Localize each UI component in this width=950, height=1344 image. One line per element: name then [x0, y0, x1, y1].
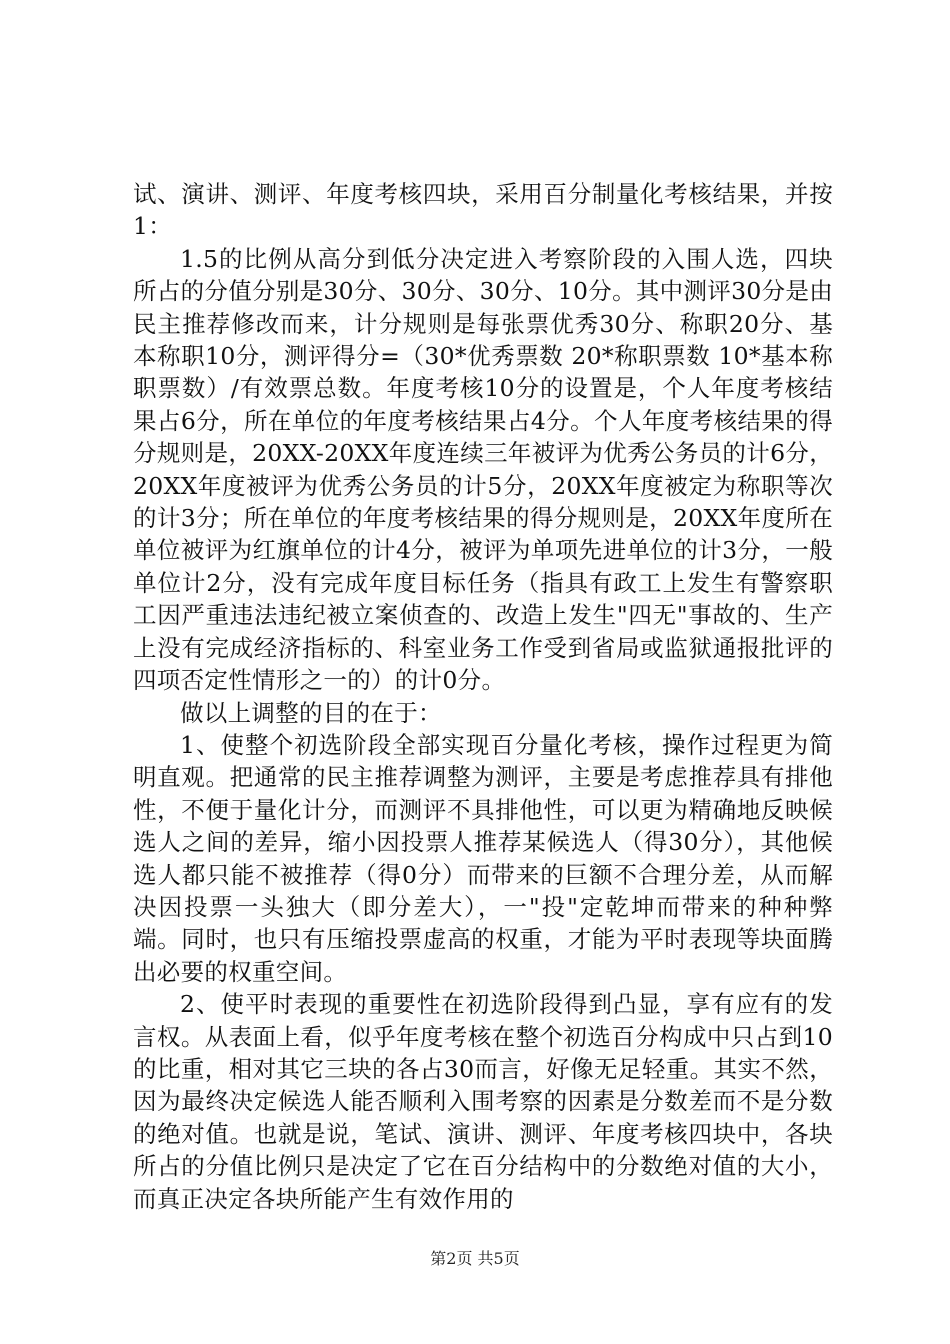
page-footer: 第2页 共5页	[430, 1249, 520, 1268]
paragraph-3: 做以上调整的目的在于：	[180, 698, 442, 727]
paragraph-1: 试、演讲、测评、年度考核四块，采用百分制量化考核结果，并按1：	[133, 180, 833, 241]
document-body	[133, 178, 833, 1215]
paragraph-5: 2、使平时表现的重要性在初选阶段得到凸显，享有应有的发言权。从表面上看，似乎年度考核在整个初选百分构成中只占到10的比重，相对其它三块的各占30而言，好像无足轻重。其实不然，因为最终决定候选人能否顺利入围考察的因素是分数差而不是分数的绝对值。也就是说，笔试、演讲、测评、年度考核四块中，各块所占的分值比例只是决定了它在百分结构中的分数绝对值的大小，而真正决定各块所能产生有效作用的	[133, 990, 833, 1213]
paragraph-2: 1.5的比例从高分到低分决定进入考察阶段的入围人选，四块所占的分值分别是30分、30分、30分、10分。其中测评30分是由民主推荐修改而来，计分规则是每张票优秀30分、称职20分、基本称职10分，测评得分=（30*优秀票数 20*称职票数 10*基本称职票数）/有效票总数。年度考核10分的设置是，个人年度考核结果占6分，所在单位的年度考核结果占4分。个人年度考核结果的得分规则是，20XX-20XX年度连续三年被评为优秀公务员的计6分，20XX年度被评为优秀公务员的计5分，20XX年度被定为称职等次的计3分；所在单位的年度考核结果的得分规则是，20XX年度所在单位被评为红旗单位的计4分，被评为单项先进单位的计3分，一般单位计2分，没有完成年度目标任务（指具有政工上发生有警察职工因严重违法违纪被立案侦查的、改造上发生"四无"事故的、生产上没有完成经济指标的、科室业务工作受到省局或监狱通报批评的四项否定性情形之一的）的计0分。	[133, 244, 833, 695]
paragraph-4: 1、使整个初选阶段全部实现百分量化考核，操作过程更为简明直观。把通常的民主推荐调整为测评，主要是考虑推荐具有排他性，不便于量化计分，而测评不具排他性，可以更为精确地反映候选人之间的差异，缩小因投票人推荐某候选人（得30分），其他候选人都只能不被推荐（得0分）而带来的巨额不合理分差，从而解决因投票一头独大（即分差大），一"投"定乾坤而带来的种种弊端。同时，也只有压缩投票虚高的权重，才能为平时表现等块面腾出必要的权重空间。	[133, 730, 833, 986]
